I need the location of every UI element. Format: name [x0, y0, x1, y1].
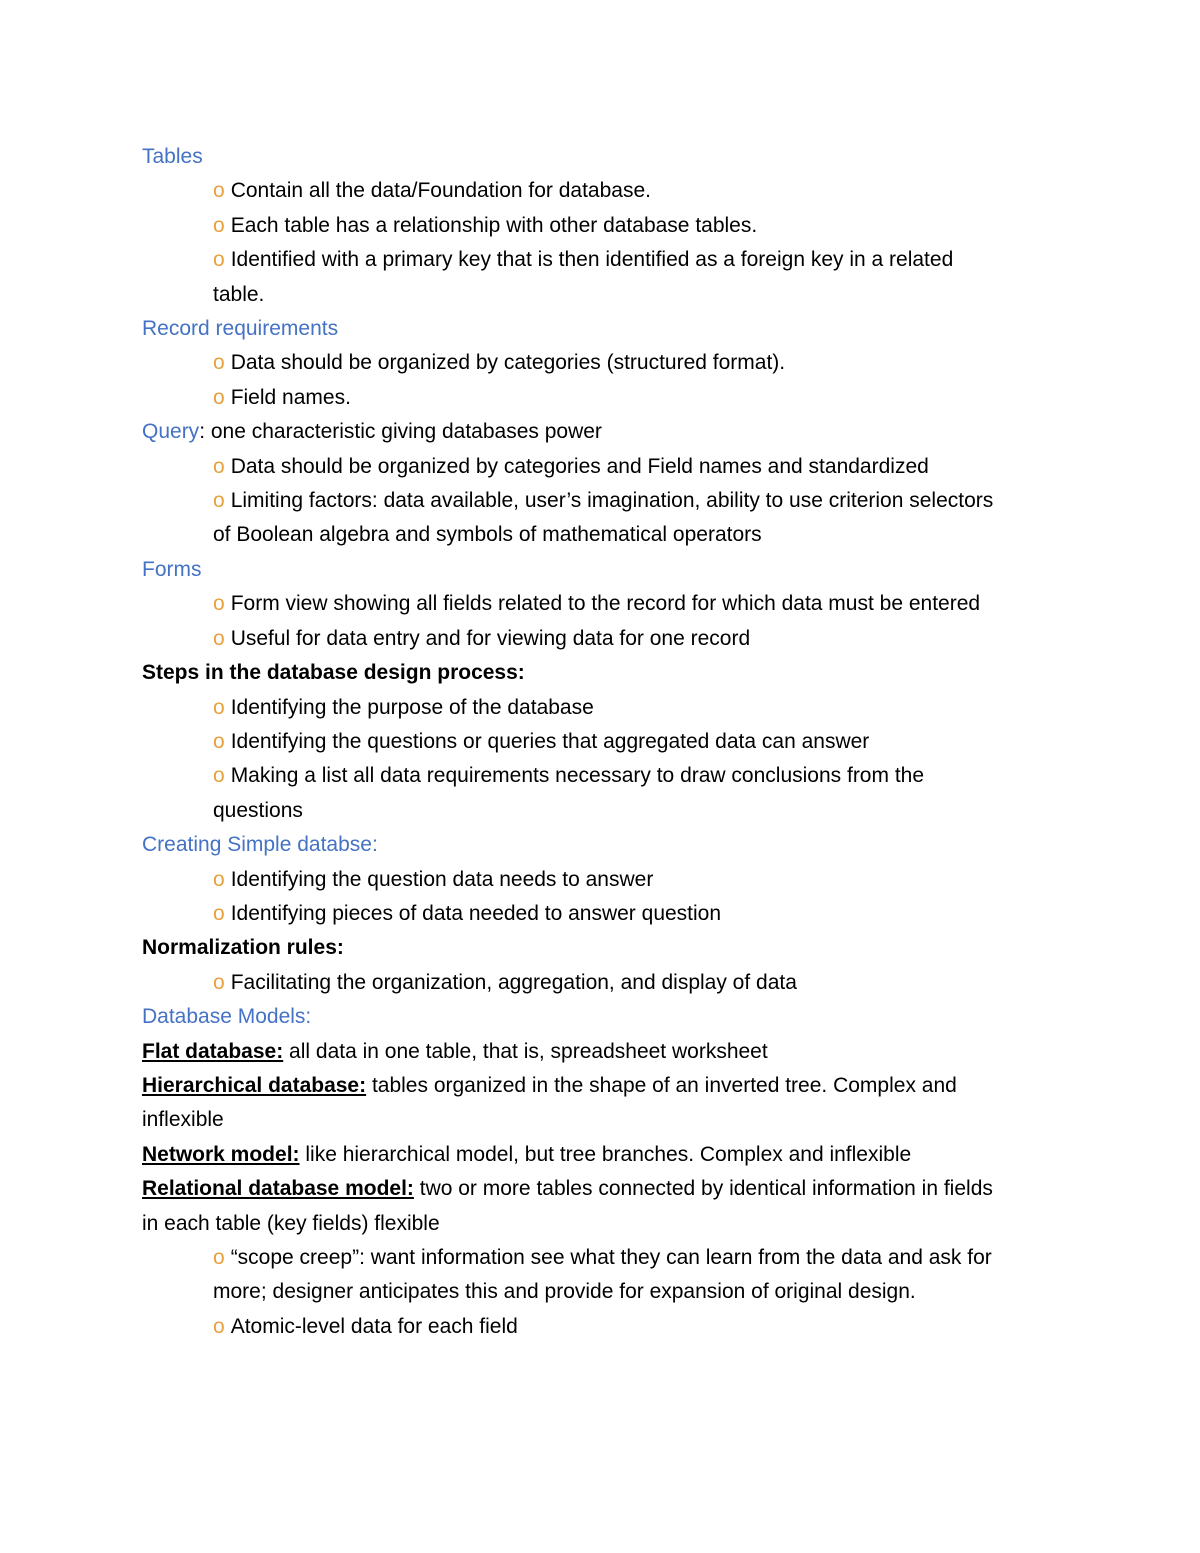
list-item-text: Making a list all data requirements necessary to draw conclusions from the: [230, 764, 925, 788]
bullet-icon: o: [213, 1314, 225, 1338]
definition-text: like hierarchical model, but tree branches. Complex and inflexible: [299, 1142, 912, 1166]
list-item: [142, 863, 1062, 897]
list-item: [142, 759, 1062, 793]
model-hierarchical: [142, 1069, 1062, 1103]
definition-text: all data in one table, that is, spreadsheet worksheet: [283, 1039, 768, 1063]
list-item-text: “scope creep”: want information see what they can learn from the data and ask for: [230, 1246, 992, 1269]
bullet-icon: o: [213, 729, 225, 753]
list-item: [142, 450, 1062, 484]
bullet-icon: o: [213, 179, 225, 203]
list-item-continuation: table.: [213, 282, 265, 306]
list-item-text: Atomic-level data for each field: [230, 1314, 518, 1338]
query-description: : one characteristic giving databases power: [199, 420, 602, 444]
list-item-text: Data should be organized by categories and Field names and standardized: [230, 454, 929, 478]
list-item-text: Identifying pieces of data needed to answer question: [230, 901, 722, 925]
heading-query: Query: [142, 420, 200, 444]
list-item-continuation: questions: [213, 798, 303, 822]
heading-forms: Forms: [142, 557, 202, 581]
model-flat: [142, 1035, 1062, 1069]
heading-database-models: Database Models:: [142, 1005, 312, 1029]
heading-creating-simple-database: Creating Simple databse:: [142, 833, 378, 857]
list-item: [142, 1241, 1062, 1275]
list-item: [142, 622, 1062, 656]
definition-continuation: in each table (key fields) flexible: [142, 1211, 440, 1235]
list-item: [142, 966, 1062, 1000]
definition-text: tables organized in the shape of an inverted tree. Complex and: [366, 1073, 957, 1097]
list-item: [142, 243, 1062, 277]
term-hierarchical-database: Hierarchical database:: [142, 1073, 367, 1097]
list-item-text: Each table has a relationship with other database tables.: [230, 213, 758, 237]
heading-normalization-rules: Normalization rules:: [142, 936, 344, 960]
term-network-model: Network model:: [142, 1142, 300, 1166]
model-network: [142, 1138, 1062, 1172]
bullet-icon: o: [213, 489, 225, 513]
definition-continuation: inflexible: [142, 1108, 224, 1132]
list-item-text: Identifying the questions or queries that aggregated data can answer: [230, 729, 870, 753]
list-item: [142, 1310, 1062, 1344]
bullet-icon: o: [213, 764, 225, 788]
term-flat-database: Flat database:: [142, 1039, 284, 1063]
bullet-icon: o: [213, 901, 225, 925]
list-item-text: Identifying the question data needs to answer: [230, 867, 654, 891]
list-item: [142, 587, 1062, 621]
bullet-icon: o: [213, 248, 225, 272]
list-item: [142, 209, 1062, 243]
bullet-icon: o: [213, 1246, 225, 1269]
list-item: [142, 381, 1062, 415]
list-item-text: Data should be organized by categories (structured format).: [230, 351, 786, 375]
list-item-continuation: more; designer anticipates this and provide for expansion of original design.: [213, 1280, 916, 1304]
list-item-text: Useful for data entry and for viewing data for one record: [230, 626, 751, 650]
bullet-icon: o: [213, 867, 225, 891]
list-item-text: Facilitating the organization, aggregation, and display of data: [230, 970, 797, 994]
heading-tables: Tables: [142, 145, 203, 168]
list-item-text: Limiting factors: data available, user’s imagination, ability to use criterion selectors: [230, 489, 994, 513]
bullet-icon: o: [213, 385, 225, 409]
bullet-icon: o: [213, 970, 225, 994]
list-item: [142, 691, 1062, 725]
list-item-text: Identifying the purpose of the database: [230, 695, 594, 719]
model-relational: [142, 1172, 1062, 1206]
bullet-icon: o: [213, 626, 225, 650]
definition-text: two or more tables connected by identical information in fields: [413, 1177, 993, 1201]
bullet-icon: o: [213, 454, 225, 478]
list-item: [142, 725, 1062, 759]
list-item-text: Form view showing all fields related to the record for which data must be entered: [230, 592, 981, 616]
bullet-icon: o: [213, 213, 225, 237]
list-item-text: Contain all the data/Foundation for database.: [230, 179, 651, 203]
list-item: [142, 897, 1062, 931]
heading-record-requirements: Record requirements: [142, 317, 339, 341]
list-item-text: Identified with a primary key that is then identified as a foreign key in a related: [230, 248, 954, 272]
query-line: [142, 415, 1062, 449]
term-relational-database-model: Relational database model:: [142, 1177, 414, 1201]
bullet-icon: o: [213, 351, 225, 375]
bullet-icon: o: [213, 695, 225, 719]
list-item: [142, 346, 1062, 380]
document-body: [142, 140, 1062, 1344]
heading-design-steps: Steps in the database design process:: [142, 661, 525, 685]
list-item-continuation: of Boolean algebra and symbols of mathematical operators: [213, 523, 762, 547]
list-item: [142, 174, 1062, 208]
bullet-icon: o: [213, 592, 225, 616]
list-item: [142, 484, 1062, 518]
list-item-text: Field names.: [230, 385, 351, 409]
